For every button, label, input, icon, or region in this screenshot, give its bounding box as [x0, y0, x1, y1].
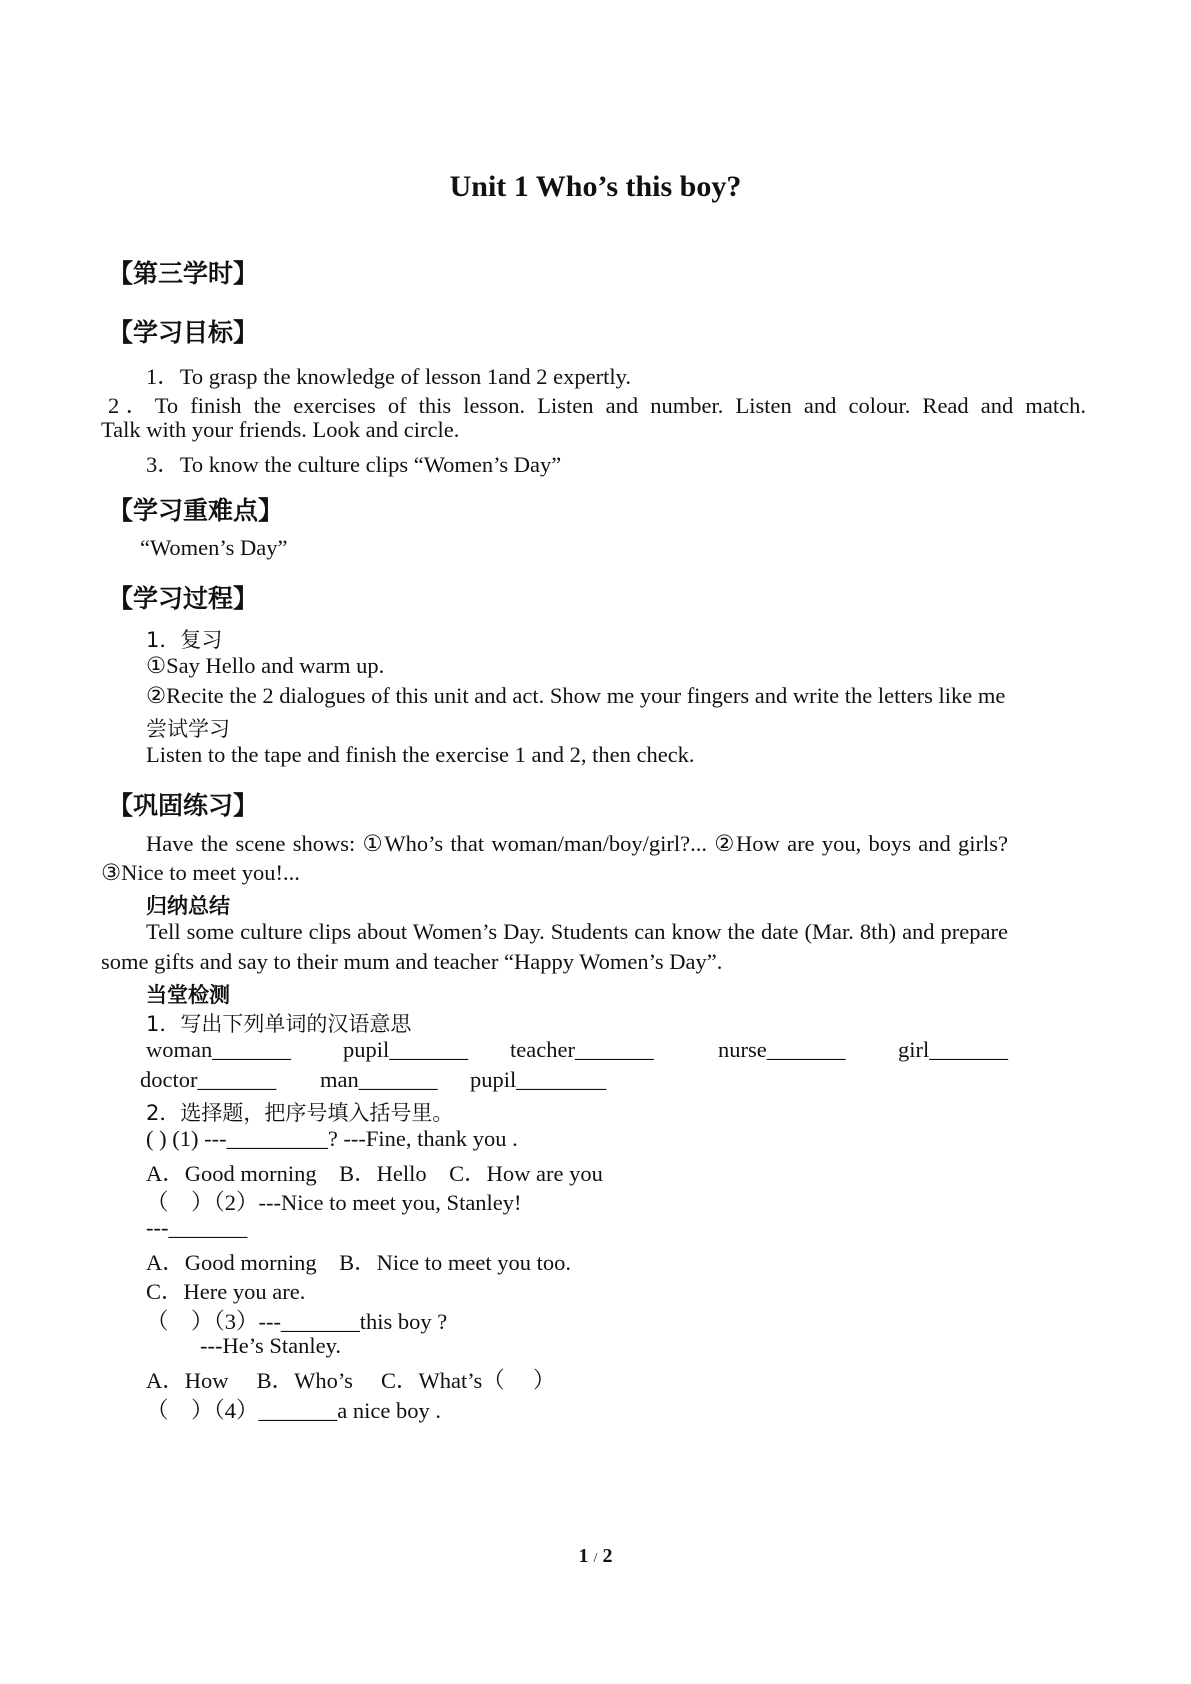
scene-line-2: ③Nice to meet you!...: [101, 860, 300, 885]
question-2-blank: ---_______: [146, 1215, 248, 1240]
section-practice: 【巩固练习】: [108, 791, 259, 820]
try-text: Listen to the tape and finish the exercise 1 and 2, then check.: [146, 742, 695, 767]
page-current: 1: [578, 1545, 589, 1567]
question-1: ( ) (1) ---_________? ---Fine, thank you .: [146, 1126, 518, 1151]
question-1-options: A．Good morning B．Hello C．How are you: [146, 1161, 603, 1186]
page-separator: /: [593, 1551, 598, 1566]
review-heading: 1．复习: [146, 628, 223, 652]
question-2-options-a: A．Good morning B．Nice to meet you too.: [146, 1250, 571, 1275]
word-man: man_______: [320, 1067, 438, 1092]
section-objectives: 【学习目标】: [108, 318, 259, 347]
objective-2-line-1: 2．To finish the exercises of this lesson. Listen and number. Listen and colour. Read and match.: [108, 393, 1086, 418]
section-process: 【学习过程】: [108, 584, 259, 613]
word-girl: girl_______: [898, 1037, 1008, 1062]
word-pupil: pupil_______: [343, 1037, 469, 1062]
question-2: （ ）（2）---Nice to meet you, Stanley!: [146, 1190, 522, 1215]
section-lesson: 【第三学时】: [108, 259, 259, 288]
word-woman: woman_______: [146, 1037, 291, 1062]
scene-line-1: Have the scene shows: ①Who’s that woman/man/boy/girl?... ②How are you, boys and girls?: [146, 831, 1008, 856]
key-point-text: “Women’s Day”: [140, 535, 288, 560]
section-key-points: 【学习重难点】: [108, 496, 284, 525]
objective-3: 3．To know the culture clips “Women’s Day”: [146, 452, 562, 477]
review-step-1: ①Say Hello and warm up.: [146, 653, 385, 678]
check-heading: 当堂检测: [146, 983, 230, 1007]
question-3-options: A．How B．Who’s C．What’s（ ）: [146, 1368, 556, 1393]
q2-heading: 2．选择题，把序号填入括号里。: [146, 1101, 454, 1125]
objective-2-line-2: Talk with your friends. Look and circle.: [101, 417, 460, 442]
question-4: （ ）（4）_______a nice boy .: [146, 1398, 441, 1423]
page-total: 2: [602, 1545, 613, 1567]
objective-1: 1．To grasp the knowledge of lesson 1and 2 expertly.: [146, 364, 631, 389]
word-pupil-2: pupil________: [470, 1067, 607, 1092]
question-3: （ ）（3）---_______this boy ?: [146, 1309, 448, 1334]
review-step-2: ②Recite the 2 dialogues of this unit and act. Show me your fingers and write the letters like me: [146, 683, 1006, 708]
try-heading: 尝试学习: [146, 717, 230, 741]
word-doctor: doctor_______: [140, 1067, 277, 1092]
word-teacher: teacher_______: [510, 1037, 654, 1062]
q1-heading: 1．写出下列单词的汉语意思: [146, 1012, 412, 1036]
summary-line-1: Tell some culture clips about Women’s Day. Students can know the date (Mar. 8th) and prepare: [146, 919, 1008, 944]
question-2-options-b: C．Here you are.: [146, 1279, 306, 1304]
question-3-answer: ---He’s Stanley.: [200, 1333, 341, 1358]
word-nurse: nurse_______: [718, 1037, 846, 1062]
page-number: [0, 1545, 1191, 1568]
summary-line-2: some gifts and say to their mum and teacher “Happy Women’s Day”.: [101, 949, 723, 974]
page-title: Unit 1 Who’s this boy?: [449, 170, 742, 203]
summary-heading: 归纳总结: [146, 894, 230, 918]
